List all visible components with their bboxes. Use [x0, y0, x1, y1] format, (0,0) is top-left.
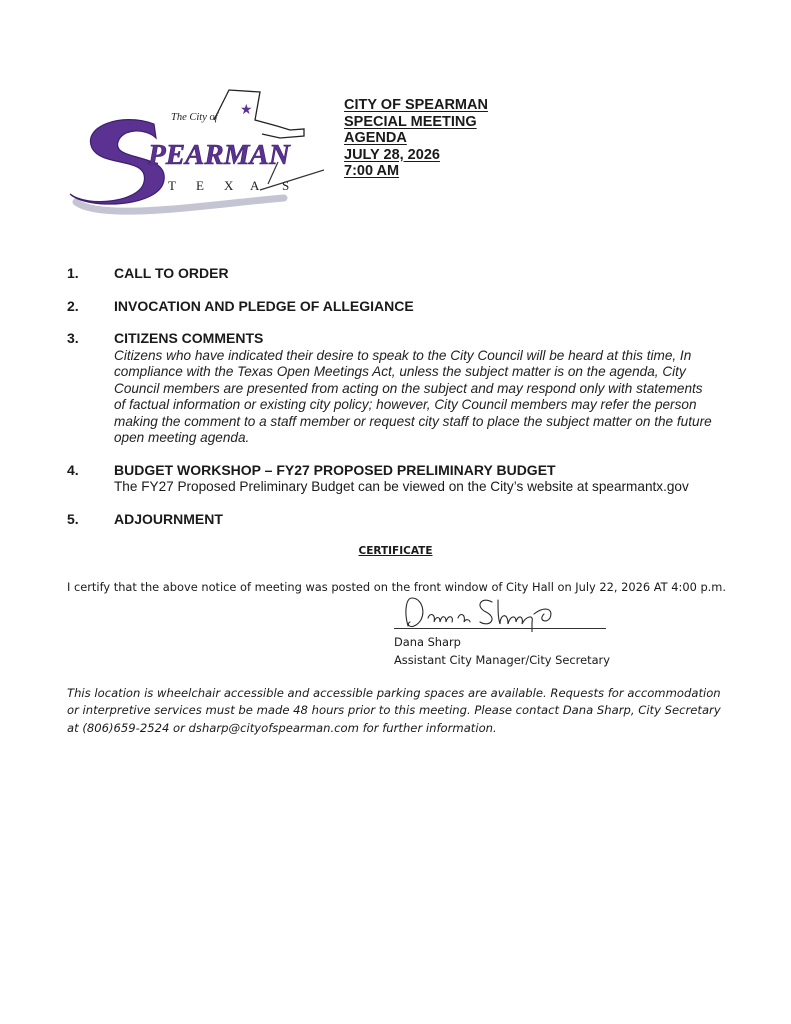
item-title: CALL TO ORDER — [114, 265, 229, 281]
item-number: 5. — [67, 511, 79, 527]
item-number: 3. — [67, 330, 79, 346]
logo-city-of: The City of — [171, 112, 218, 123]
signer-name: Dana Sharp — [394, 635, 461, 649]
description-line: Council members are presented from acting on the subject and may respond only with statements — [114, 380, 703, 396]
header-date: JULY 28, 2026 — [344, 146, 440, 163]
logo-state-t: T — [168, 178, 176, 193]
texas-outline — [214, 90, 304, 138]
logo-state-e: E — [196, 178, 204, 193]
certificate-heading: CERTIFICATE — [358, 545, 433, 557]
logo-state-s: S — [282, 178, 290, 193]
accessibility-line: at (806)659-2524 or dsharp@cityofspearman.com for further information. — [67, 720, 497, 735]
accessibility-notice — [67, 685, 737, 737]
item-title: BUDGET WORKSHOP – FY27 PROPOSED PRELIMINARY BUDGET — [114, 462, 556, 478]
item-number: 1. — [67, 265, 79, 281]
signature-line — [394, 628, 606, 629]
description-line: Citizens who have indicated their desire to speak to the City Council will be heard at this time, In — [114, 348, 692, 363]
logo-name: PEARMAN — [148, 139, 290, 171]
signer-title: Assistant City Manager/City Secretary — [394, 653, 610, 667]
citizens-comments-description — [114, 348, 722, 446]
description-line: open meeting agenda. — [114, 430, 250, 446]
item-title: INVOCATION AND PLEDGE OF ALLEGIANCE — [114, 298, 414, 314]
item-number: 2. — [67, 298, 79, 314]
logo-state-x: X — [224, 178, 234, 193]
budget-workshop-description: The FY27 Proposed Preliminary Budget can be viewed on the City’s website at spearmantx.gov — [114, 479, 689, 494]
header-time: 7:00 AM — [344, 163, 400, 179]
logo-state-a: A — [250, 178, 260, 193]
description-line: making the comment to a staff member or request city staff to place the subject matter on the future — [114, 413, 712, 429]
agenda-header — [344, 97, 488, 180]
handwritten-signature — [394, 592, 606, 632]
item-title: CITIZENS COMMENTS — [114, 330, 264, 346]
header-meeting-type: SPECIAL MEETING — [344, 113, 477, 130]
header-agenda: AGENDA — [344, 130, 407, 146]
description-line: compliance with the Texas Open Meetings Act, unless the subject matter is on the agenda, City — [114, 364, 686, 380]
city-of-spearman-logo — [62, 86, 324, 216]
item-title: ADJOURNMENT — [114, 511, 223, 527]
header-city: CITY OF SPEARMAN — [344, 97, 488, 113]
item-number: 4. — [67, 462, 79, 478]
star-icon: ★ — [240, 101, 253, 117]
certificate-text: I certify that the above notice of meeting was posted on the front window of City Hall on July 22, 2026 AT 4:00 p.m. — [67, 580, 727, 594]
signer-block — [394, 633, 610, 669]
accessibility-line: This location is wheelchair accessible and accessible parking spaces are available. Requests for accommodation — [67, 686, 721, 700]
description-line: of factual information or existing city policy; however, City Council members may refer the person — [114, 397, 697, 413]
accessibility-line: or interpretive services must be made 48 hours prior to this meeting. Please contact Dana Sharp, City Secretary — [67, 703, 721, 718]
